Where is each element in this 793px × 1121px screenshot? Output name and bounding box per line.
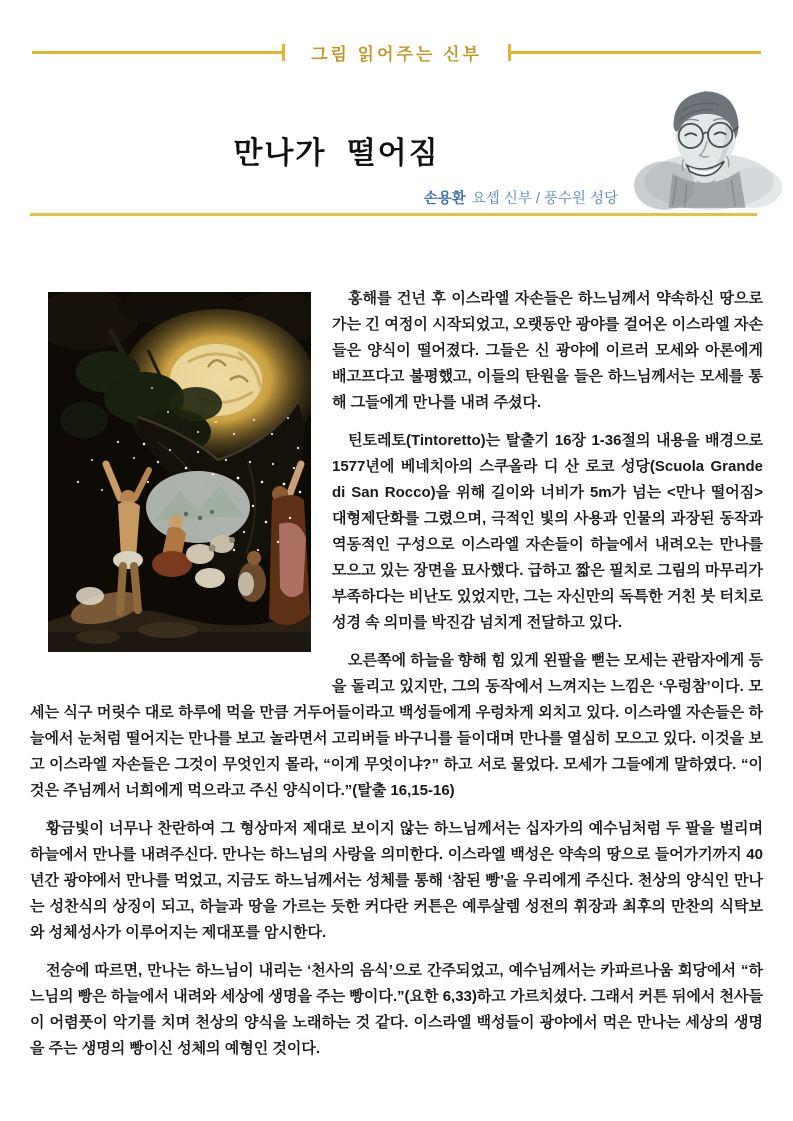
page-title: 만나가 떨어짐	[233, 137, 440, 171]
author-portrait-sketch	[626, 74, 788, 210]
author-role: 요셉 신부 / 풍수원 성당	[471, 191, 618, 207]
tintoretto-manna-painting	[48, 292, 311, 652]
header-rule-left	[32, 51, 282, 54]
byline	[30, 187, 618, 208]
series-header	[32, 40, 761, 65]
gold-divider-rule	[30, 213, 757, 216]
header-rule-right	[511, 51, 761, 54]
paragraph-5: 전승에 따르면, 만나는 하느님이 내리는 ‘천사의 음식’으로 간주되었고, 예수님께서는 카파르나움 회당에서 “하느님의 빵은 하늘에서 내려와 세상에 생명을 주는 빵이다.”(요한 6,33)하고 가르치셨다. 그래서 커튼 뒤에서 천사들이 어렴풋이 악기를 치며 천상의 양식을 노래하는 것 같다. 이스라엘 백성들이 광야에서 먹은 만나는 세상의 생명을 주는 생명의 빵이신 성체의 예형인 것이다.	[30, 962, 763, 1057]
paragraph-3: 오른쪽에 하늘을 향해 힘 있게 왼팔을 뻗는 모세는 관람자에게 등을 돌리고 있지만, 그의 동작에서 느껴지는 느낌은 ‘우렁참’이다. 모세는 식구 머릿수 대로 하루에 먹을 만큼 거두어들이라고 백성들에게 우렁차게 외치고 있다. 이스라엘 자손들은 하늘에서 눈처럼 떨어지는 만나를 보고 놀라면서 고리버들 바구니를 들이대며 만나를 열심히 모으고 있다. 이것을 보고 이스라엘 자손들은 그것이 무엇인지 몰라, “이게 무엇이냐?” 하고 서로 물었다. 모세가 그들에게 말하였다. “이것은 주님께서 너희에게 먹으라고 주신 양식이다.”(탈출 16,15-16)	[30, 652, 763, 799]
author-name: 손용환	[423, 191, 466, 207]
paragraph-1: 홍해를 건넌 후 이스라엘 자손들은 하느님께서 약속하신 땅으로 가는 긴 여정이 시작되었고, 오랫동안 광야를 걸어온 이스라엘 자손들은 양식이 떨어졌다. 그들은 신 광야에 이르러 모세와 아론에게 배고프다고 불평했고, 이들의 탄원을 들은 하느님께서는 모세를 통해 그들에게 만나를 내려 주셨다.	[332, 290, 763, 411]
paragraph-2: 틴토레토(Tintoretto)는 탈출기 16장 1-36절의 내용을 배경으로 1577년에 베네치아의 스쿠올라 디 산 로코 성당(Scuola Grande di San Rocco)을 위해 길이와 너비가 5m가 넘는 <만나 떨어짐> 대형제단화를 그렸으며, 극적인 빛의 사용과 인물의 과장된 동작과 역동적인 구성으로 이스라엘 자손들이 하늘에서 내려오는 만나를 모으고 있는 장면을 묘사했다. 급하고 짧은 필치로 그림의 마무리가 부족하다는 비난도 있었지만, 그는 자신만의 독특한 거친 붓 터치로 성경 속 의미를 박진감 넘치게 전달하고 있다.	[332, 432, 763, 631]
series-label: 그림 읽어주는 신부	[311, 45, 482, 64]
article-body	[30, 286, 763, 1074]
paragraph-4: 황금빛이 너무나 찬란하여 그 형상마저 제대로 보이지 않는 하느님께서는 십자가의 예수님처럼 두 팔을 벌리며 하늘에서 만나를 내려주신다. 만나는 하느님의 사랑을 의미한다. 이스라엘 백성은 약속의 땅으로 들어가기까지 40년간 광야에서 만나를 먹었고, 지금도 하느님께서는 성체를 통해 ‘참된 빵’을 우리에게 주신다. 천상의 양식인 만나는 성찬식의 상징이 되고, 하늘과 땅을 가르는 듯한 커다란 커튼은 예루살렘 성전의 휘장과 최후의 만찬의 식탁보와 성체성사가 이루어지는 제대포를 암시한다.	[30, 820, 763, 941]
